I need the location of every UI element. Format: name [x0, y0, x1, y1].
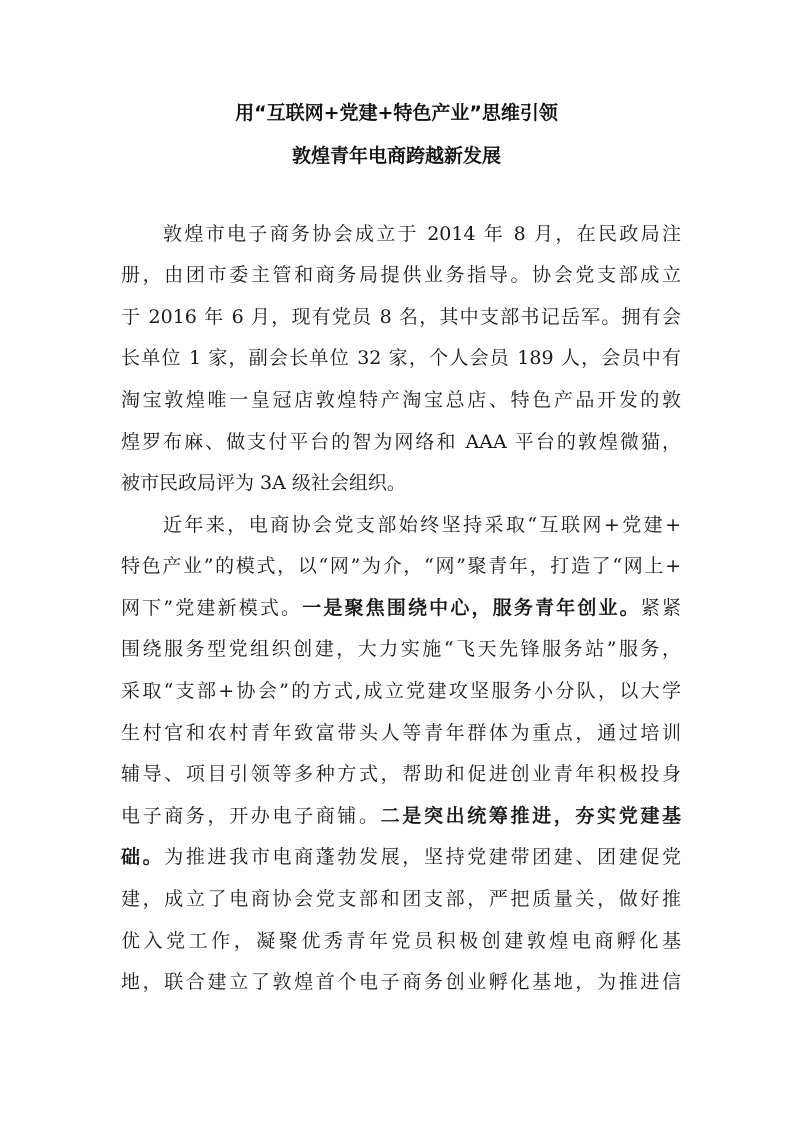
paragraph-2-line-12: 地，联合建立了敦煌首个电子商务创业孵化基地，为推进信 — [121, 971, 681, 993]
paragraph-2-line-10: 建，成立了电商协会党支部和团支部，严把质量关，做好推 — [121, 888, 681, 910]
paragraph-1-line-2: 册，由团市委主管和商务局提供业务指导。协会党支部成立 — [121, 264, 681, 286]
paragraph-2-line-8-part-a: 电子商务，开办电子商铺。 — [121, 805, 381, 827]
paragraph-1-line-6: 煌罗布麻、做支付平台的智为网络和 AAA 平台的敦煌微猫， — [121, 431, 681, 453]
paragraph-1-line-4: 长单位 1 家，副会长单位 32 家，个人会员 189 人，会员中有 — [121, 347, 681, 369]
paragraph-2-line-1: 近年来，电商协会党支部始终坚持采取“互联网+党建+ — [163, 514, 681, 536]
paragraph-1-line-7: 被市民政局评为 3A 级社会组织。 — [121, 472, 406, 494]
paragraph-1-line-3: 于 2016 年 6 月，现有党员 8 名，其中支部书记岳军。拥有会 — [121, 306, 681, 328]
paragraph-2-line-3-part-a: 网下”党建新模式。 — [121, 597, 303, 619]
paragraph-2-line-8 — [121, 803, 681, 829]
paragraph-2-line-3 — [121, 595, 681, 621]
paragraph-2-line-5: 采取“支部+协会”的方式,成立党建攻坚服务小分队，以大学 — [121, 680, 681, 702]
paragraph-2-line-9 — [121, 844, 681, 870]
paragraph-2-line-6: 生村官和农村青年致富带头人等青年群体为重点，通过培训 — [121, 722, 681, 744]
paragraph-2-line-7: 辅导、项目引领等多种方式，帮助和促进创业青年积极投身 — [121, 763, 681, 785]
document-title-line-1: 用“互联网+党建+特色产业”思维引领 — [235, 102, 558, 124]
paragraph-1-line-5: 淘宝敦煌唯一皇冠店敦煌特产淘宝总店、特色产品开发的敦 — [121, 389, 681, 411]
paragraph-2-line-9-part-b: 为推进我市电商蓬勃发展，坚持党建带团建、团建促党 — [164, 846, 681, 868]
paragraph-2-line-3-part-c: 紧紧 — [640, 597, 681, 619]
paragraph-2-line-2: 特色产业”的模式，以“网”为介，“网”聚青年，打造了“网上+ — [121, 555, 681, 577]
paragraph-2-line-4: 围绕服务型党组织创建，大力实施“飞天先锋服务站”服务， — [121, 638, 681, 660]
paragraph-1-line-1: 敦煌市电子商务协会成立于 2014 年 8 月，在民政局注 — [163, 223, 681, 245]
paragraph-2-line-11: 优入党工作，凝聚优秀青年党员积极创建敦煌电商孵化基 — [121, 930, 681, 952]
point-two-heading: 二是突出统筹推进，夯实党建基 — [380, 805, 681, 827]
point-one-heading: 一是聚焦围绕中心，服务青年创业。 — [302, 597, 641, 619]
document-title-line-2: 敦煌青年电商跨越新发展 — [291, 145, 501, 167]
point-two-heading-end: 础。 — [121, 846, 165, 868]
